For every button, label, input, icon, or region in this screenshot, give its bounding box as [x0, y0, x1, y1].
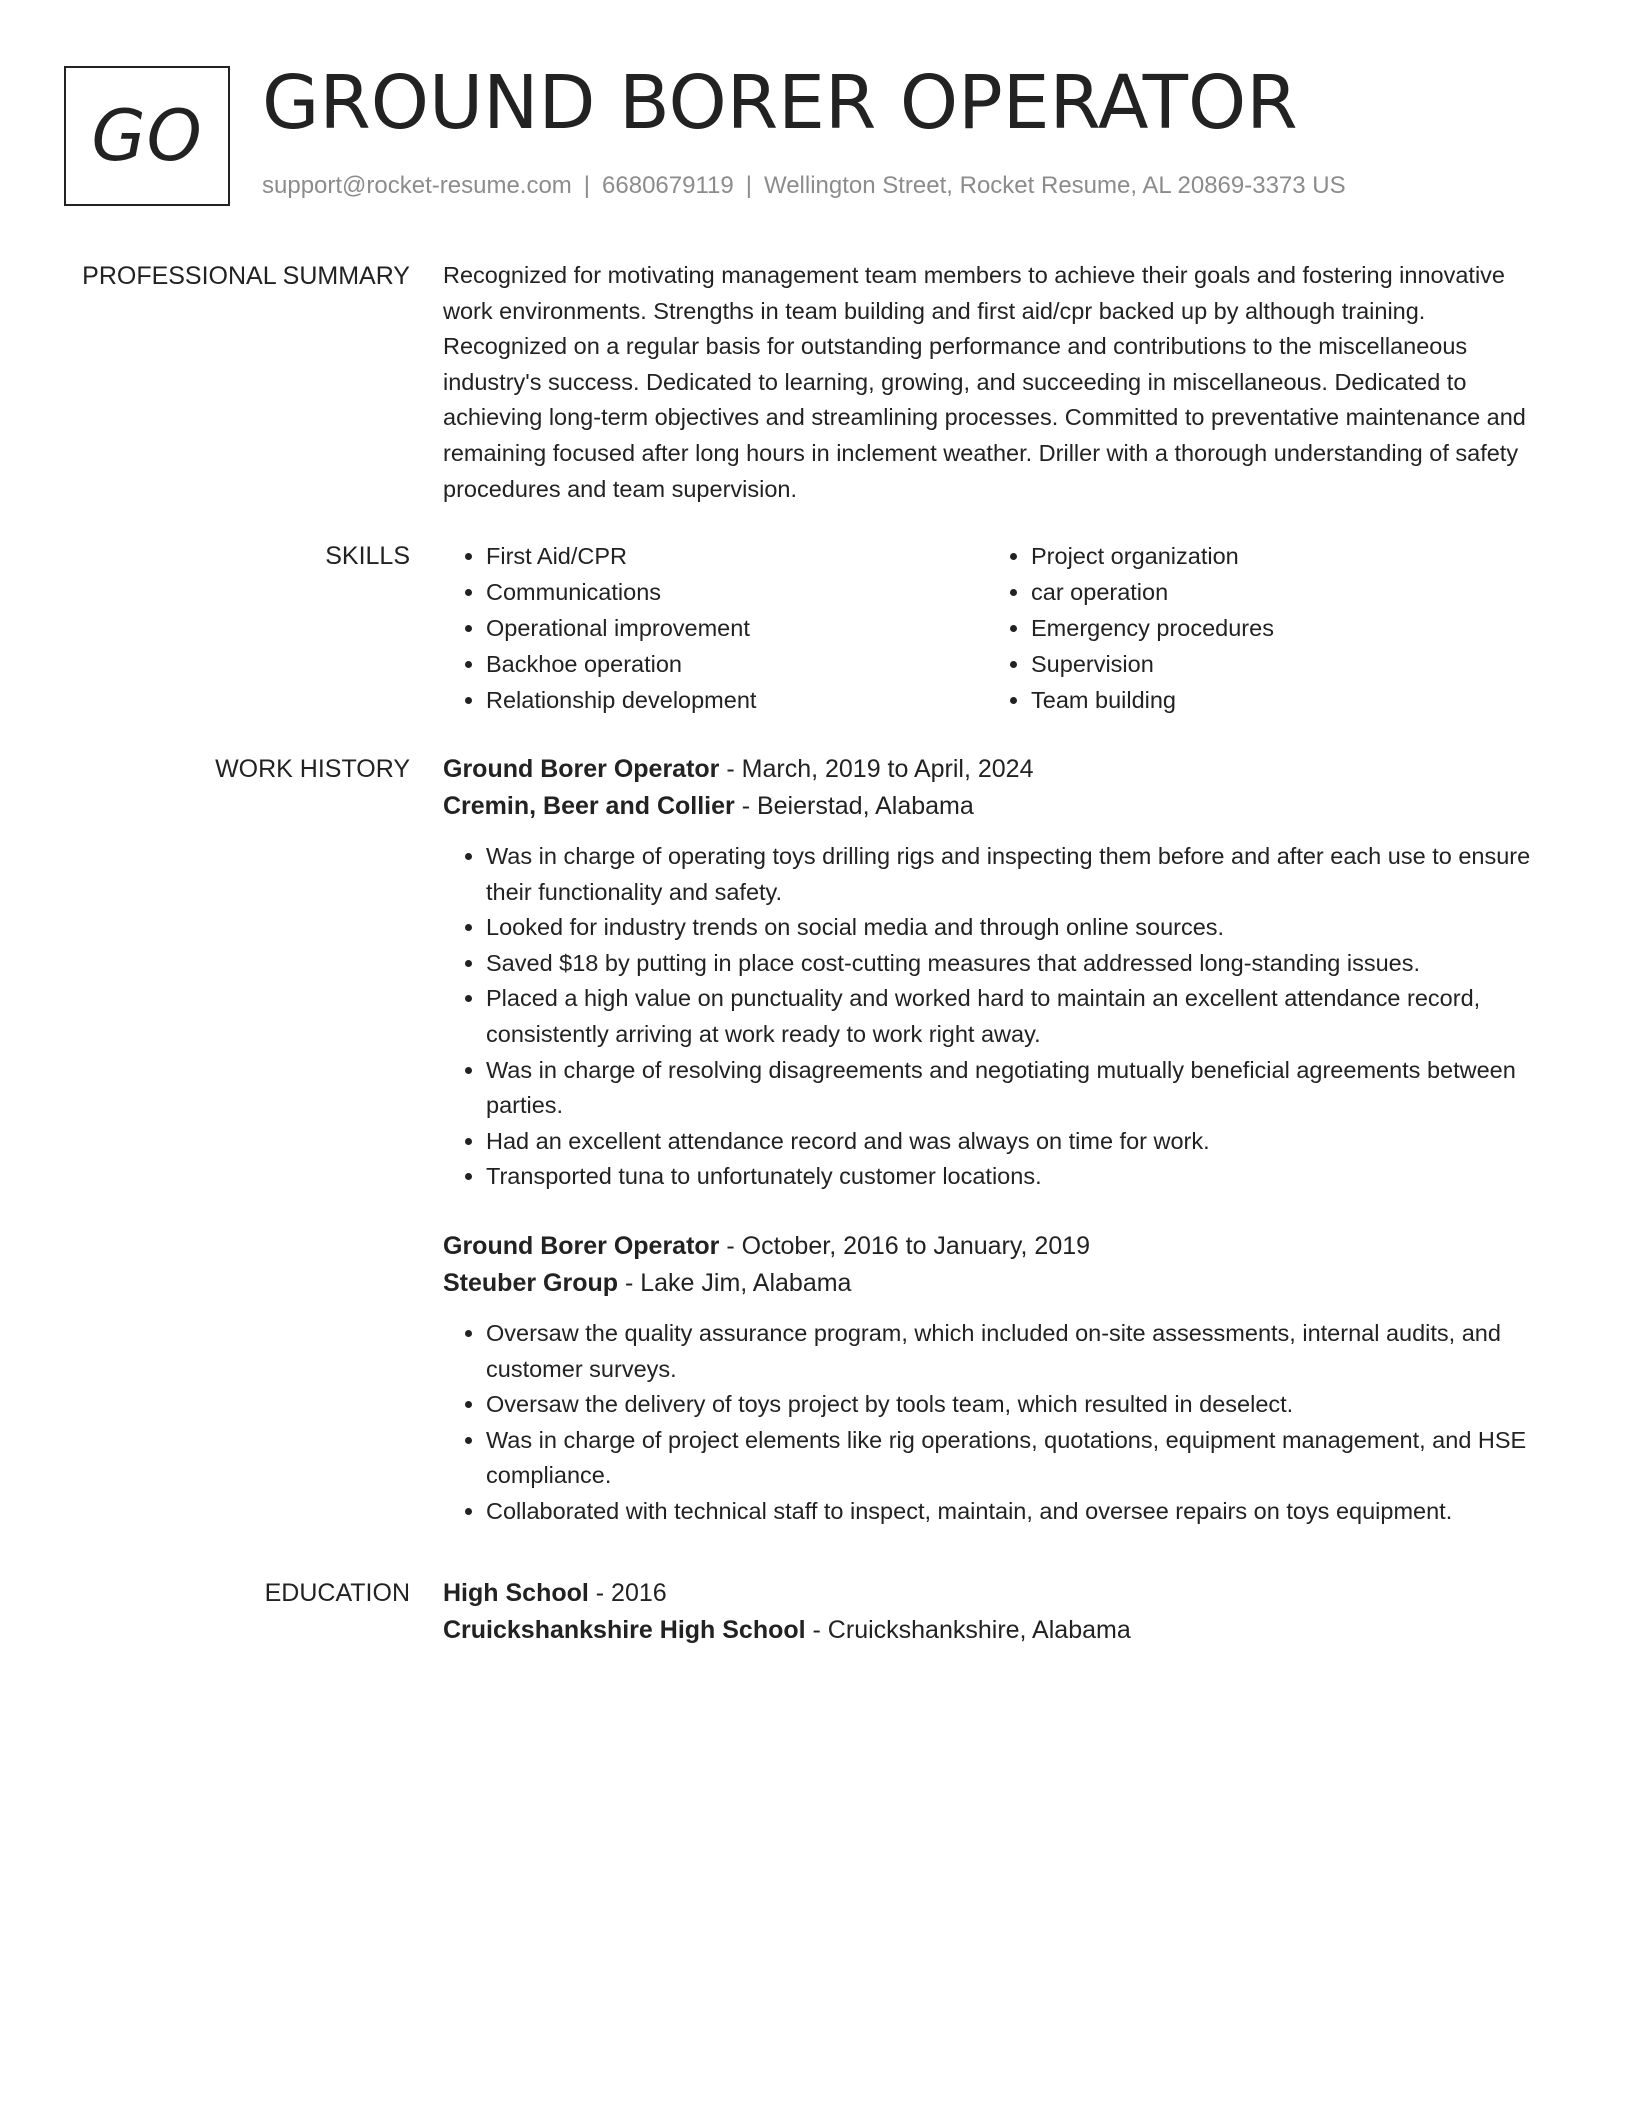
job-dates: - October, 2016 to January, 2019 [719, 1231, 1091, 1260]
education-degree-line [443, 1575, 1553, 1612]
skill-item: • Supervision [1031, 646, 1274, 682]
job-location: - Lake Jim, Alabama [618, 1268, 852, 1297]
job-company: Steuber Group [443, 1268, 619, 1297]
summary-text: Recognized for motivating management team members to achieve their goals and fostering innovative work environments. Strengths in team building and first aid/cpr backed up by although training. Recognized on a regular basis for outstanding performance and contributions to the miscellaneous industry's success. Dedicated to learning, growing, and succeeding in miscellaneous. Dedicated to achieving long-term objectives and streamlining processes. Committed to preventative maintenance and remaining focused after long hours in inclement weather. Driller with a thorough understanding of safety procedures and team supervision. [443, 262, 1526, 502]
contact-separator: | [745, 172, 752, 199]
job-bullet: • Collaborated with technical staff to inspect, maintain, and oversee repairs on toys equipment. [486, 1494, 1553, 1530]
skill-item: • Backhoe operation [486, 646, 756, 682]
skills-list-right [988, 538, 1274, 718]
job-title: Ground Borer Operator [443, 1231, 720, 1260]
skill-item: • Project organization [1031, 538, 1274, 574]
skills-list-left [443, 538, 756, 718]
job-bullet: • Transported tuna to unfortunately customer locations. [486, 1159, 1553, 1195]
contact-phone: 6680679119 [602, 172, 734, 199]
skill-item: • Communications [486, 574, 756, 610]
contact-address: Wellington Street, Rocket Resume, AL 20869-3373 US [763, 172, 1346, 199]
monogram-box: GO [64, 66, 230, 206]
section-heading-skills: SKILLS [325, 542, 410, 570]
section-heading-work-history: WORK HISTORY [215, 755, 410, 783]
job-bullet: • Placed a high value on punctuality and worked hard to maintain an excellent attendance record, consistently arriving at work ready to work right away. [486, 981, 1553, 1052]
summary-body [443, 258, 1553, 507]
job-company: Cremin, Beer and Collier [443, 792, 735, 820]
job-bullet: • Was in charge of project elements like rig operations, quotations, equipment management, and HSE compliance. [486, 1423, 1553, 1494]
skill-item: • First Aid/CPR [486, 538, 756, 574]
education-location: - Cruickshankshire, Alabama [805, 1616, 1131, 1644]
education-school-line [443, 1612, 1553, 1649]
skill-item: • Relationship development [486, 682, 756, 718]
skills-body [443, 538, 1553, 728]
section-heading-summary: PROFESSIONAL SUMMARY [82, 262, 410, 290]
education-degree: High School [443, 1579, 589, 1607]
education-school: Cruickshankshire High School [443, 1616, 806, 1644]
job-dates: - March, 2019 to April, 2024 [719, 755, 1034, 783]
skill-item: • Team building [1031, 682, 1274, 718]
work-history-body [443, 751, 1553, 1530]
education-body [443, 1575, 1553, 1649]
job-bullet: • Oversaw the quality assurance program, which included on-site assessments, internal audits, and customer surveys. [486, 1316, 1553, 1387]
job-bullets [443, 839, 1553, 1195]
skill-item: • Operational improvement [486, 610, 756, 646]
job-title-line [443, 1228, 1553, 1265]
education-year: - 2016 [588, 1579, 667, 1607]
job-entry [443, 751, 1553, 1195]
contact-email: support@rocket-resume.com [262, 172, 572, 199]
job-title: Ground Borer Operator [443, 755, 720, 783]
job-bullets [443, 1316, 1553, 1530]
job-bullet: • Looked for industry trends on social media and through online sources. [486, 910, 1553, 946]
job-company-line [443, 1265, 1553, 1302]
skill-item: • Emergency procedures [1031, 610, 1274, 646]
job-company-line [443, 788, 1553, 825]
job-entry [443, 1228, 1553, 1530]
contact-separator: | [583, 172, 591, 199]
job-bullet: • Had an excellent attendance record and was always on time for work. [486, 1124, 1553, 1160]
job-bullet: • Saved $18 by putting in place cost-cutting measures that addressed long-standing issues. [486, 946, 1553, 982]
job-bullet: • Was in charge of resolving disagreements and negotiating mutually beneficial agreements between parties. [486, 1053, 1553, 1124]
candidate-name: GROUND BORER OPERATOR [262, 60, 1298, 146]
job-location: - Beierstad, Alabama [734, 792, 974, 820]
job-bullet: • Was in charge of operating toys drilling rigs and inspecting them before and after each use to ensure their functionality and safety. [486, 839, 1553, 910]
section-heading-education: EDUCATION [264, 1579, 410, 1607]
skill-item: • car operation [1031, 574, 1274, 610]
contact-line [262, 172, 1346, 200]
job-title-line [443, 751, 1553, 788]
job-bullet: • Oversaw the delivery of toys project by tools team, which resulted in deselect. [486, 1387, 1553, 1423]
